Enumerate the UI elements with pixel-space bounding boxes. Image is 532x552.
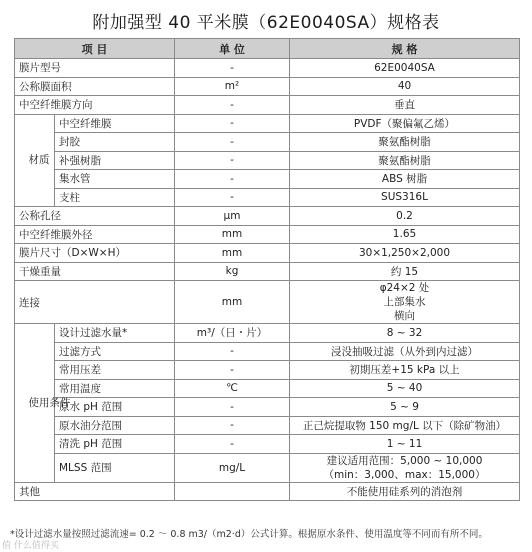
material-group-label: 材质 xyxy=(15,114,55,207)
table-header-row xyxy=(15,39,520,59)
row-unit: - xyxy=(175,361,290,380)
spec-line: 横向 xyxy=(394,310,415,322)
row-spec: 40 xyxy=(290,77,520,96)
table-row xyxy=(15,324,520,343)
row-unit: - xyxy=(175,133,290,152)
row-unit: - xyxy=(175,416,290,435)
row-unit: kg xyxy=(175,262,290,281)
row-label: 中空纤维膜外径 xyxy=(15,225,175,244)
row-label: 设计过滤水量* xyxy=(55,324,175,343)
row-unit xyxy=(175,482,290,501)
row-spec: SUS316L xyxy=(290,188,520,207)
table-row xyxy=(15,416,520,435)
row-spec: 初期压差+15 kPa 以上 xyxy=(290,361,520,380)
row-spec: 5 ~ 9 xyxy=(290,398,520,417)
row-label: 干燥重量 xyxy=(15,262,175,281)
row-unit: - xyxy=(175,398,290,417)
table-row xyxy=(15,133,520,152)
row-spec: PVDF（聚偏氟乙烯） xyxy=(290,114,520,133)
row-unit: mg/L xyxy=(175,453,290,482)
row-unit: ℃ xyxy=(175,379,290,398)
row-spec: 1.65 xyxy=(290,225,520,244)
row-label: 公称孔径 xyxy=(15,207,175,226)
table-row xyxy=(15,482,520,501)
row-unit: - xyxy=(175,114,290,133)
row-spec: 8 ~ 32 xyxy=(290,324,520,343)
table-row xyxy=(15,114,520,133)
table-row xyxy=(15,244,520,263)
row-label: 膜片型号 xyxy=(15,59,175,78)
table-row xyxy=(15,342,520,361)
row-label: 膜片尺寸（D×W×H） xyxy=(15,244,175,263)
header-spec: 规 格 xyxy=(290,39,520,59)
spec-line: 上部集水 xyxy=(383,296,426,308)
connection-spec xyxy=(290,281,520,324)
row-spec: 不能使用硅系列的消泡剂 xyxy=(290,482,520,501)
row-unit: - xyxy=(175,59,290,78)
row-spec: 62E0040SA xyxy=(290,59,520,78)
table-row xyxy=(15,453,520,482)
row-spec: 聚氨酯树脂 xyxy=(290,151,520,170)
row-unit: - xyxy=(175,342,290,361)
table-row xyxy=(15,59,520,78)
row-label: 补强树脂 xyxy=(55,151,175,170)
row-unit: mm xyxy=(175,281,290,324)
usage-group-label: 使用条件 xyxy=(15,324,55,483)
spec-line: 建议适用范围：5,000 ~ 10,000 xyxy=(326,454,483,467)
row-spec: 浸没抽吸过滤（从外到内过滤） xyxy=(290,342,520,361)
row-label: 常用压差 xyxy=(55,361,175,380)
row-unit: - xyxy=(175,188,290,207)
row-label: 中空纤维膜方向 xyxy=(15,96,175,115)
row-unit: - xyxy=(175,96,290,115)
row-unit: mm xyxy=(175,225,290,244)
row-label: 清洗 pH 范围 xyxy=(55,435,175,454)
header-unit: 单 位 xyxy=(175,39,290,59)
row-spec: 30×1,250×2,000 xyxy=(290,244,520,263)
table-row xyxy=(15,207,520,226)
row-label: 封胶 xyxy=(55,133,175,152)
spec-line: φ24×2 处 xyxy=(379,282,430,294)
row-unit: mm xyxy=(175,244,290,263)
table-row xyxy=(15,379,520,398)
row-label: 连接 xyxy=(15,281,175,324)
row-spec: 1 ~ 11 xyxy=(290,435,520,454)
mlss-spec xyxy=(290,453,520,482)
row-unit: μm xyxy=(175,207,290,226)
row-spec: 约 15 xyxy=(290,262,520,281)
row-unit: - xyxy=(175,170,290,189)
row-spec: 0.2 xyxy=(290,207,520,226)
watermark: 值 什么值得买 xyxy=(2,541,59,551)
row-label: 集水管 xyxy=(55,170,175,189)
table-row xyxy=(15,435,520,454)
table-row xyxy=(15,77,520,96)
table-row xyxy=(15,398,520,417)
table-row xyxy=(15,188,520,207)
row-label: 其他 xyxy=(15,482,175,501)
row-unit: - xyxy=(175,151,290,170)
row-label: 原水油分范围 xyxy=(55,416,175,435)
table-row xyxy=(15,151,520,170)
row-unit: - xyxy=(175,435,290,454)
row-label: 公称膜面积 xyxy=(15,77,175,96)
table-row xyxy=(15,361,520,380)
table-row xyxy=(15,262,520,281)
row-spec: 5 ~ 40 xyxy=(290,379,520,398)
row-unit: m³/（日・片） xyxy=(175,324,290,343)
header-item: 项 目 xyxy=(15,39,175,59)
row-label: 过滤方式 xyxy=(55,342,175,361)
row-label: 支柱 xyxy=(55,188,175,207)
row-unit: m² xyxy=(175,77,290,96)
row-label: MLSS 范围 xyxy=(55,453,175,482)
row-spec: 垂直 xyxy=(290,96,520,115)
spec-table xyxy=(14,38,520,501)
spec-line: （min：3,000、max：15,000） xyxy=(323,468,486,481)
table-row xyxy=(15,225,520,244)
row-label: 中空纤维膜 xyxy=(55,114,175,133)
row-spec: 聚氨酯树脂 xyxy=(290,133,520,152)
row-spec: ABS 树脂 xyxy=(290,170,520,189)
footnote: *设计过滤水量按照过滤流速= 0.2 ～ 0.8 m3/（m2·d）公式计算。根据原水条件、使用温度等不同而有所不同。 xyxy=(10,529,488,540)
row-spec: 正己烷提取物 150 mg/L 以下（除矿物油） xyxy=(290,416,520,435)
page-title: 附加强型 40 平米膜（62E0040SA）规格表 xyxy=(92,13,440,33)
table-row xyxy=(15,281,520,324)
table-row xyxy=(15,96,520,115)
row-label: 常用温度 xyxy=(55,379,175,398)
row-label: 原水 pH 范围 xyxy=(55,398,175,417)
table-row xyxy=(15,170,520,189)
